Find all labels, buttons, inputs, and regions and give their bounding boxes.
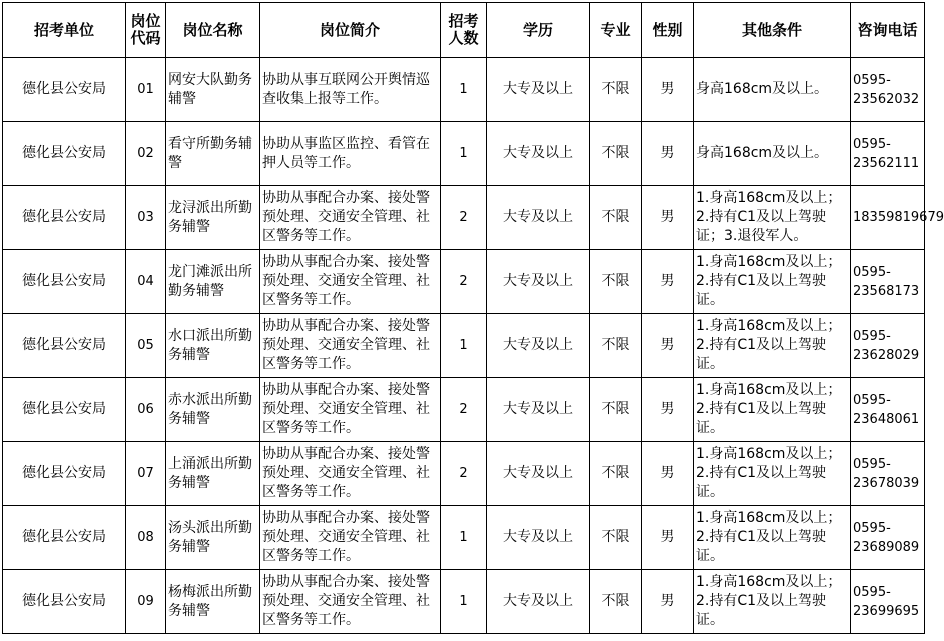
cell-count: 2 bbox=[441, 186, 487, 250]
cell-name: 水口派出所勤务辅警 bbox=[166, 314, 260, 378]
table-row bbox=[3, 250, 925, 314]
cell-intro: 协助从事配合办案、接处警预处理、交通安全管理、社区警务等工作。 bbox=[260, 442, 441, 506]
cell-name: 汤头派出所勤务辅警 bbox=[166, 506, 260, 570]
cell-code: 07 bbox=[126, 442, 166, 506]
cell-code: 04 bbox=[126, 250, 166, 314]
cell-intro: 协助从事配合办案、接处警预处理、交通安全管理、社区警务等工作。 bbox=[260, 186, 441, 250]
table-row bbox=[3, 506, 925, 570]
cell-major: 不限 bbox=[590, 58, 642, 122]
cell-count: 1 bbox=[441, 506, 487, 570]
cell-name: 上涌派出所勤务辅警 bbox=[166, 442, 260, 506]
cell-edu: 大专及以上 bbox=[487, 122, 590, 186]
cell-code: 05 bbox=[126, 314, 166, 378]
cell-name: 赤水派出所勤务辅警 bbox=[166, 378, 260, 442]
cell-unit: 德化县公安局 bbox=[3, 570, 126, 634]
cell-count: 1 bbox=[441, 570, 487, 634]
header-intro: 岗位简介 bbox=[260, 3, 441, 58]
cell-phone: 0595-23562032 bbox=[851, 58, 925, 122]
cell-phone: 0595-23699695 bbox=[851, 570, 925, 634]
cell-name: 杨梅派出所勤务辅警 bbox=[166, 570, 260, 634]
cell-intro: 协助从事配合办案、接处警预处理、交通安全管理、社区警务等工作。 bbox=[260, 506, 441, 570]
cell-gender: 男 bbox=[642, 122, 694, 186]
cell-unit: 德化县公安局 bbox=[3, 442, 126, 506]
header-major: 专业 bbox=[590, 3, 642, 58]
cell-count: 1 bbox=[441, 122, 487, 186]
cell-phone: 0595-23689089 bbox=[851, 506, 925, 570]
cell-name: 龙门滩派出所勤务辅警 bbox=[166, 250, 260, 314]
cell-count: 2 bbox=[441, 378, 487, 442]
cell-phone: 0595-23562111 bbox=[851, 122, 925, 186]
header-code: 岗位代码 bbox=[126, 3, 166, 58]
cell-unit: 德化县公安局 bbox=[3, 378, 126, 442]
recruitment-table bbox=[2, 2, 944, 634]
table-row bbox=[3, 378, 925, 442]
cell-major: 不限 bbox=[590, 186, 642, 250]
cell-unit: 德化县公安局 bbox=[3, 250, 126, 314]
cell-edu: 大专及以上 bbox=[487, 506, 590, 570]
cell-count: 2 bbox=[441, 250, 487, 314]
cell-major: 不限 bbox=[590, 570, 642, 634]
cell-major: 不限 bbox=[590, 506, 642, 570]
cell-name: 网安大队勤务辅警 bbox=[166, 58, 260, 122]
cell-other: 身高168cm及以上。 bbox=[694, 122, 851, 186]
cell-other: 1.身高168cm及以上；2.持有C1及以上驾驶证。 bbox=[694, 314, 851, 378]
cell-gender: 男 bbox=[642, 186, 694, 250]
cell-edu: 大专及以上 bbox=[487, 250, 590, 314]
cell-other: 身高168cm及以上。 bbox=[694, 58, 851, 122]
cell-intro: 协助从事配合办案、接处警预处理、交通安全管理、社区警务等工作。 bbox=[260, 378, 441, 442]
cell-other: 1.身高168cm及以上；2.持有C1及以上驾驶证。 bbox=[694, 506, 851, 570]
cell-major: 不限 bbox=[590, 378, 642, 442]
cell-code: 06 bbox=[126, 378, 166, 442]
cell-major: 不限 bbox=[590, 122, 642, 186]
table-row bbox=[3, 442, 925, 506]
cell-name: 看守所勤务辅警 bbox=[166, 122, 260, 186]
cell-gender: 男 bbox=[642, 442, 694, 506]
header-name: 岗位名称 bbox=[166, 3, 260, 58]
cell-count: 2 bbox=[441, 442, 487, 506]
cell-intro: 协助从事监区监控、看管在押人员等工作。 bbox=[260, 122, 441, 186]
header-unit: 招考单位 bbox=[3, 3, 126, 58]
cell-phone: 18359819679 bbox=[851, 186, 925, 250]
table-row bbox=[3, 314, 925, 378]
cell-unit: 德化县公安局 bbox=[3, 58, 126, 122]
cell-code: 01 bbox=[126, 58, 166, 122]
cell-major: 不限 bbox=[590, 314, 642, 378]
cell-unit: 德化县公安局 bbox=[3, 122, 126, 186]
cell-intro: 协助从事互联网公开舆情巡查收集上报等工作。 bbox=[260, 58, 441, 122]
cell-phone: 0595-23648061 bbox=[851, 378, 925, 442]
cell-intro: 协助从事配合办案、接处警预处理、交通安全管理、社区警务等工作。 bbox=[260, 570, 441, 634]
cell-phone: 0595-23628029 bbox=[851, 314, 925, 378]
header-row bbox=[3, 3, 925, 58]
cell-gender: 男 bbox=[642, 314, 694, 378]
cell-other: 1.身高168cm及以上；2.持有C1及以上驾驶证。 bbox=[694, 250, 851, 314]
cell-code: 02 bbox=[126, 122, 166, 186]
header-other: 其他条件 bbox=[694, 3, 851, 58]
cell-other: 1.身高168cm及以上；2.持有C1及以上驾驶证。 bbox=[694, 442, 851, 506]
cell-intro: 协助从事配合办案、接处警预处理、交通安全管理、社区警务等工作。 bbox=[260, 250, 441, 314]
cell-edu: 大专及以上 bbox=[487, 58, 590, 122]
cell-gender: 男 bbox=[642, 250, 694, 314]
cell-gender: 男 bbox=[642, 58, 694, 122]
cell-unit: 德化县公安局 bbox=[3, 506, 126, 570]
cell-edu: 大专及以上 bbox=[487, 186, 590, 250]
cell-other: 1.身高168cm及以上；2.持有C1及以上驾驶证。 bbox=[694, 378, 851, 442]
cell-phone: 0595-23568173 bbox=[851, 250, 925, 314]
header-edu: 学历 bbox=[487, 3, 590, 58]
table-row bbox=[3, 122, 925, 186]
cell-edu: 大专及以上 bbox=[487, 570, 590, 634]
cell-code: 09 bbox=[126, 570, 166, 634]
table-row bbox=[3, 58, 925, 122]
cell-other: 1.身高168cm及以上；2.持有C1及以上驾驶证；3.退役军人。 bbox=[694, 186, 851, 250]
cell-edu: 大专及以上 bbox=[487, 378, 590, 442]
header-gender: 性别 bbox=[642, 3, 694, 58]
cell-count: 1 bbox=[441, 58, 487, 122]
cell-gender: 男 bbox=[642, 570, 694, 634]
cell-code: 08 bbox=[126, 506, 166, 570]
cell-gender: 男 bbox=[642, 378, 694, 442]
table-row bbox=[3, 186, 925, 250]
cell-major: 不限 bbox=[590, 250, 642, 314]
table-row bbox=[3, 570, 925, 634]
cell-intro: 协助从事配合办案、接处警预处理、交通安全管理、社区警务等工作。 bbox=[260, 314, 441, 378]
cell-count: 1 bbox=[441, 314, 487, 378]
cell-phone: 0595-23678039 bbox=[851, 442, 925, 506]
cell-gender: 男 bbox=[642, 506, 694, 570]
cell-code: 03 bbox=[126, 186, 166, 250]
cell-name: 龙浔派出所勤务辅警 bbox=[166, 186, 260, 250]
cell-unit: 德化县公安局 bbox=[3, 314, 126, 378]
header-count: 招考人数 bbox=[441, 3, 487, 58]
cell-other: 1.身高168cm及以上；2.持有C1及以上驾驶证。 bbox=[694, 570, 851, 634]
header-phone: 咨询电话 bbox=[851, 3, 925, 58]
cell-edu: 大专及以上 bbox=[487, 442, 590, 506]
cell-edu: 大专及以上 bbox=[487, 314, 590, 378]
cell-major: 不限 bbox=[590, 442, 642, 506]
cell-unit: 德化县公安局 bbox=[3, 186, 126, 250]
